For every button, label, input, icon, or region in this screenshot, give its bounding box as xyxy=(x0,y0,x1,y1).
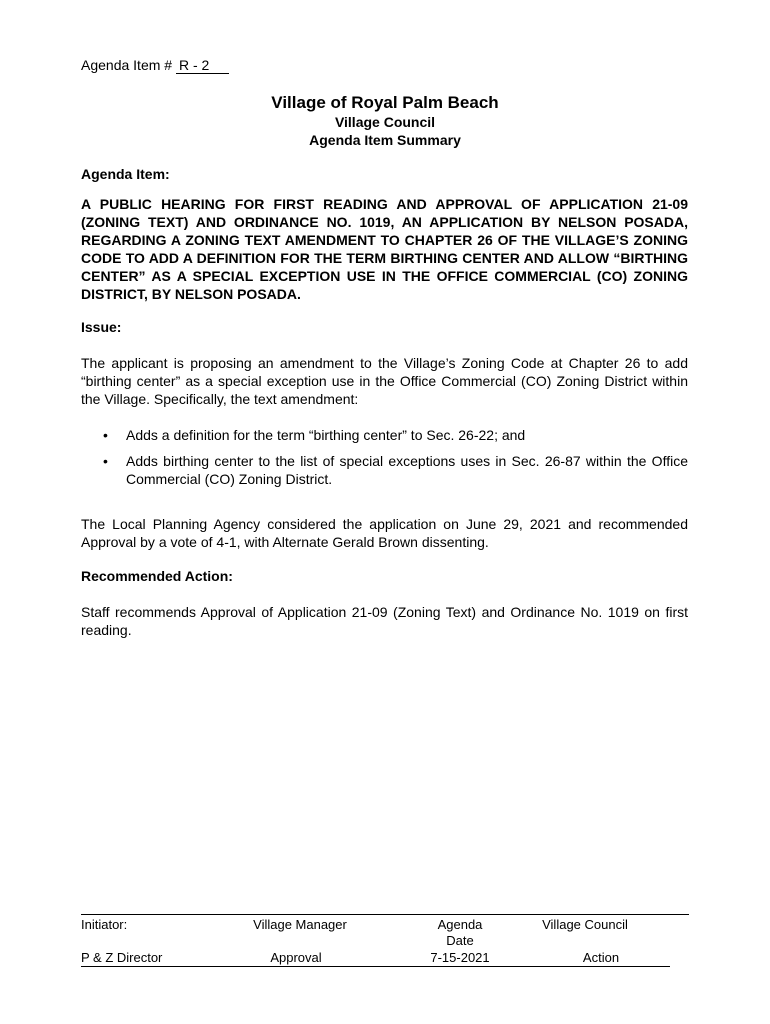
village-manager-label: Village Manager xyxy=(253,917,347,932)
agenda-item-label: Agenda Item # xyxy=(81,57,173,73)
list-item xyxy=(81,426,688,444)
agenda-item-text: A PUBLIC HEARING FOR FIRST READING AND APPROVAL OF APPLICATION 21-09 (ZONING TEXT) AND ORDINANCE NO. 1019, AN APPLICATION BY NELSON POSADA, REGARDING A ZONING TEXT AMENDMENT TO CHAPTER 26 OF THE VILLAGE’S ZONING CODE TO ADD A DEFINITION FOR THE TERM BIRTHING CENTER AND ALLOW “BIRTHING CENTER” AS A SPECIAL EXCEPTION USE IN THE OFFICE COMMERCIAL (CO) ZONING DISTRICT, BY NELSON POSADA. xyxy=(81,196,688,302)
list-item xyxy=(81,452,688,488)
issue-text: The applicant is proposing an amendment to the Village’s Zoning Code at Chapter 26 to add “birthing center” as a special exception use in the Office Commercial (CO) Zoning District within the Village. Specifically, the text amendment: xyxy=(81,355,688,407)
lpa-text: The Local Planning Agency considered the application on June 29, 2021 and recommended Approval by a vote of 4-1, with Alternate Gerald Brown dissenting. xyxy=(81,516,688,550)
amendment-list xyxy=(81,426,688,496)
list-item-text: Adds a definition for the term “birthing center” to Sec. 26-22; and xyxy=(126,427,526,443)
agenda-item-value: R - 2 xyxy=(176,57,229,74)
issue-heading: Issue: xyxy=(81,319,122,335)
council-subtitle: Village Council xyxy=(334,114,436,130)
page-title: Village of Royal Palm Beach xyxy=(271,93,499,112)
village-council-value: Action xyxy=(582,950,620,965)
agenda-date-label: Agenda xyxy=(437,917,483,932)
footer-bottom-divider xyxy=(81,966,670,967)
agenda-date-label-2: Date xyxy=(446,933,474,948)
list-item-text: Adds birthing center to the list of special exceptions uses in Sec. 26-87 within the Office Commercial (CO) Zoning District. xyxy=(126,453,688,487)
bullet-icon: • xyxy=(103,453,108,469)
initiator-value: P & Z Director xyxy=(81,950,163,965)
initiator-label: Initiator: xyxy=(81,917,128,932)
bullet-icon: • xyxy=(103,427,108,443)
village-manager-value: Approval xyxy=(270,950,322,965)
agenda-item-number xyxy=(81,57,229,74)
agenda-date-value: 7-15-2021 xyxy=(430,950,490,965)
village-council-label: Village Council xyxy=(542,917,628,932)
footer-top-divider xyxy=(81,914,689,915)
summary-subtitle: Agenda Item Summary xyxy=(309,132,461,148)
agenda-item-heading: Agenda Item: xyxy=(81,166,170,182)
recommended-action-heading: Recommended Action: xyxy=(81,568,233,584)
recommended-action-text: Staff recommends Approval of Application 21-09 (Zoning Text) and Ordinance No. 1019 on first reading. xyxy=(81,604,688,638)
